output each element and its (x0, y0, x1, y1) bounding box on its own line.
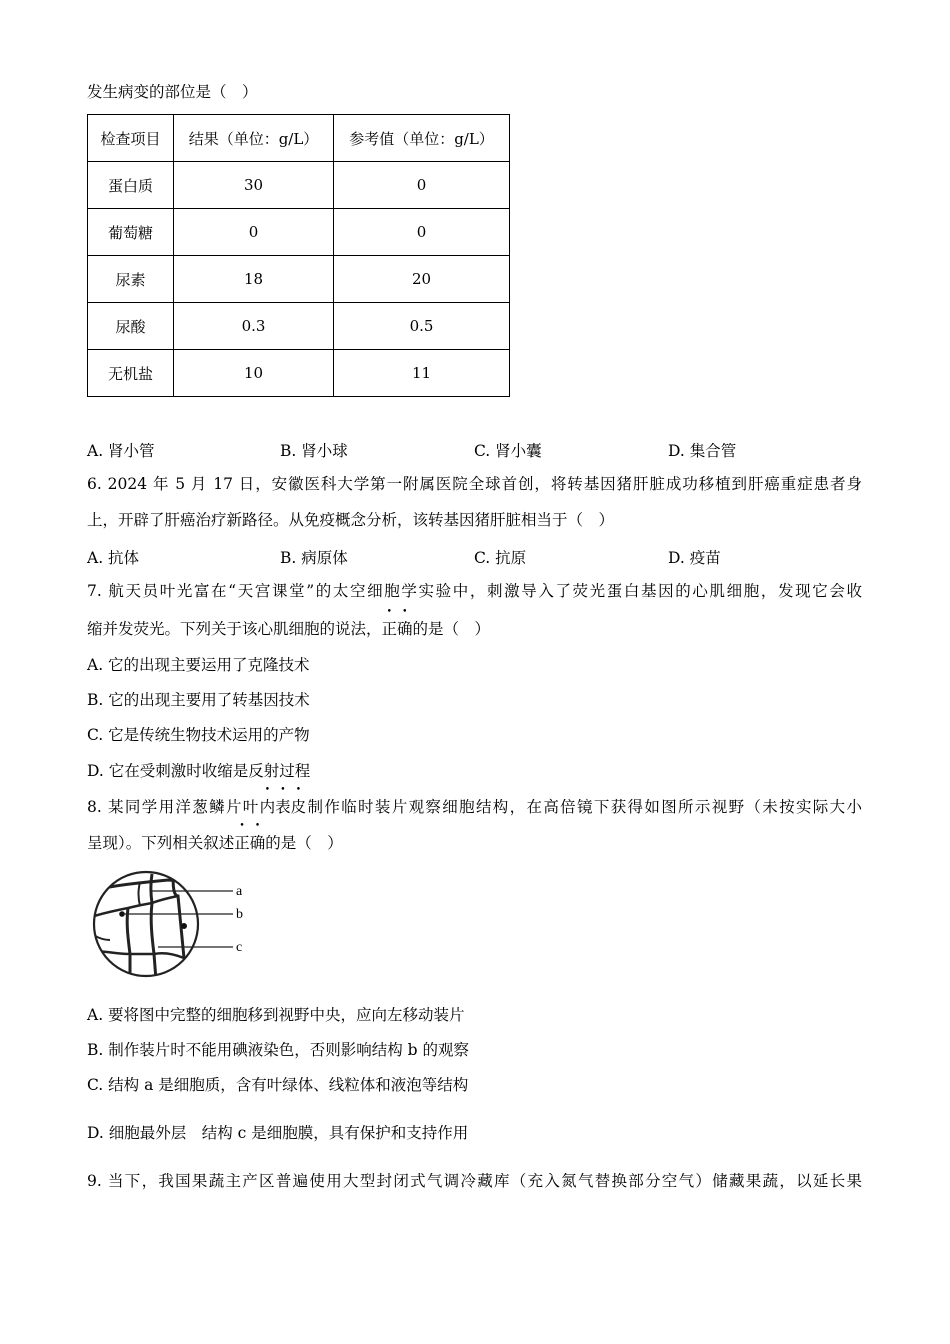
q6-option-d[interactable]: D. 疫苗 (668, 549, 721, 567)
table-header-row (88, 115, 510, 162)
table-cell: 0 (334, 162, 510, 209)
q5-option-d[interactable]: D. 集合管 (668, 442, 737, 460)
table-cell: 0.3 (174, 303, 334, 350)
q6-stem-line1: 6. 2024 年 5 月 17 日，安徽医科大学第一附属医院全球首创，将转基因猪肝脏成功移植到肝癌重症患者身 (87, 475, 862, 493)
table-cell: 葡萄糖 (88, 209, 174, 256)
table-cell: 无机盐 (88, 350, 174, 397)
emphasis-char: 表 (275, 798, 291, 816)
q6-option-a[interactable]: A. 抗体 (87, 549, 140, 567)
table-header-cell: 参考值（单位：g/L） (334, 115, 510, 162)
label-c: c (236, 940, 243, 955)
q9-stem-line1: 9. 当下，我国果蔬主产区普遍使用大型封闭式气调冷藏库（充入氮气替换部分空气）储藏果蔬，以延长果 (87, 1172, 862, 1190)
table-cell: 30 (174, 162, 334, 209)
q6-option-b[interactable]: B. 病原体 (280, 549, 348, 567)
table-cell: 10 (174, 350, 334, 397)
emphasis-char: 正 (381, 620, 398, 638)
q6-option-c[interactable]: C. 抗原 (474, 549, 527, 567)
urine-test-table (87, 114, 510, 397)
q6-stem-line2: 上，开辟了肝癌治疗新路径。从免疫概念分析，该转基因猪肝脏相当于（ ） (87, 511, 615, 529)
table-cell: 0 (174, 209, 334, 256)
table-cell: 11 (334, 350, 510, 397)
table-cell: 18 (174, 256, 334, 303)
emphasis-char: 正 (234, 834, 250, 852)
emphasis-char: 皮 (290, 798, 307, 816)
table-row (88, 256, 510, 303)
q7-option-c[interactable]: C. 它是传统生物技术运用的产物 (87, 726, 310, 744)
table-cell: 0 (334, 209, 510, 256)
table-cell: 0.5 (334, 303, 510, 350)
table-cell: 尿素 (88, 256, 174, 303)
table-row (88, 350, 510, 397)
label-a: a (236, 884, 243, 899)
q7-option-d[interactable]: D. 它在受刺激时收缩是反射过程 (87, 762, 311, 780)
q7-stem-line1: 7. 航天员叶光富在“天宫课堂”的太空细胞学实验中，刺激导入了荧光蛋白基因的心肌细胞，发现它会收 (87, 582, 862, 600)
q8-stem-text: 8. 某同学用洋葱鳞片叶 (87, 798, 260, 816)
table-row (88, 162, 510, 209)
table-header-cell: 检查项目 (88, 115, 174, 162)
table-header-cell: 结果（单位：g/L） (174, 115, 334, 162)
q8-stem-text: 制作临时装片观察细胞结构，在高倍镜下获得如图所示视野（未按实际大小 (306, 798, 862, 816)
onion-cell-microscope-figure (88, 868, 258, 980)
q7-stem-text: 缩并发荧光。下列关于该心肌细胞的说法， (87, 620, 382, 638)
q5-option-a[interactable]: A. 肾小管 (87, 442, 155, 460)
emphasis-char: 内 (259, 798, 276, 816)
q7-stem-line2 (87, 619, 490, 639)
table-row (88, 209, 510, 256)
q5-option-c[interactable]: C. 肾小囊 (474, 442, 542, 460)
q8-option-a[interactable]: A. 要将图中完整的细胞移到视野中央，应向左移动装片 (87, 1006, 465, 1024)
q8-stem-line2 (87, 833, 343, 853)
q8-option-d[interactable]: D. 细胞最外层 结构 c 是细胞膜，具有保护和支持作用 (87, 1124, 469, 1142)
emphasis-char: 确 (249, 834, 266, 852)
q8-option-b[interactable]: B. 制作装片时不能用碘液染色，否则影响结构 b 的观察 (87, 1041, 470, 1059)
table-cell: 20 (334, 256, 510, 303)
q5-stem: 发生病变的部位是（ ） (87, 83, 258, 101)
q8-option-c[interactable]: C. 结构 a 是细胞质，含有叶绿体、线粒体和液泡等结构 (87, 1076, 469, 1094)
q8-stem-text: 呈现）。下列相关叙述 (87, 834, 235, 852)
table-row (88, 303, 510, 350)
label-b: b (236, 907, 243, 922)
table-cell: 尿酸 (88, 303, 174, 350)
q7-stem-text: 的是（ ） (412, 620, 491, 638)
nucleus-dot (181, 923, 187, 929)
q7-option-a[interactable]: A. 它的出现主要运用了克隆技术 (87, 656, 310, 674)
q8-stem-line1 (87, 797, 862, 817)
table-cell: 蛋白质 (88, 162, 174, 209)
q7-option-b[interactable]: B. 它的出现主要用了转基因技术 (87, 691, 310, 709)
q8-stem-text: 的是（ ） (265, 834, 343, 852)
q5-option-b[interactable]: B. 肾小球 (280, 442, 348, 460)
emphasis-char: 确 (397, 620, 413, 638)
